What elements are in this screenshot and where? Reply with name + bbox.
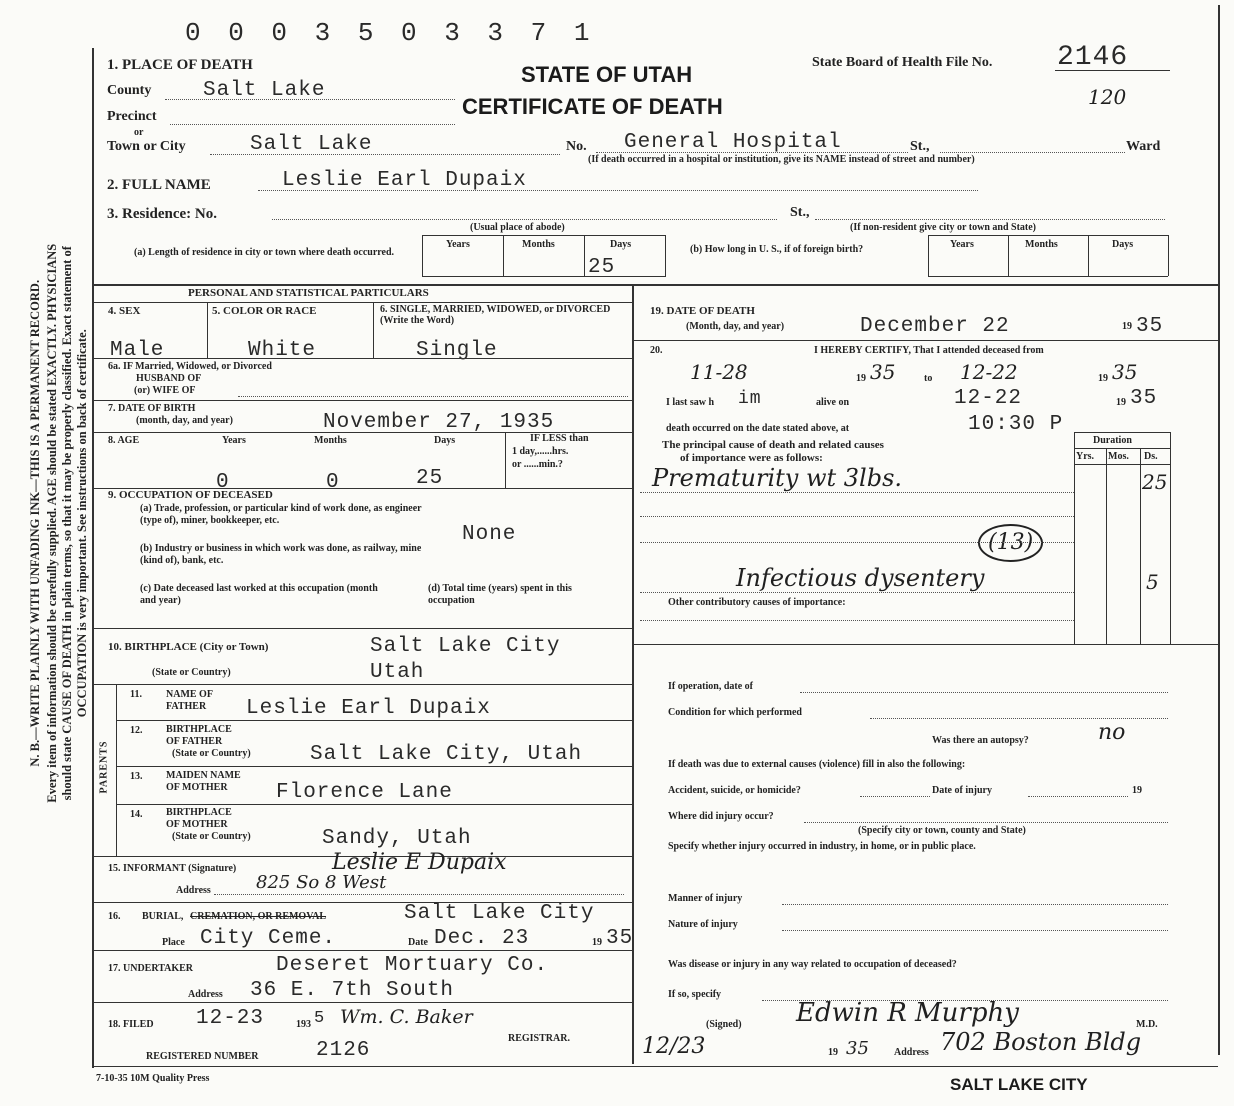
footer-print-code: 7-10-35 10M Quality Press [96, 1073, 210, 1084]
place-of-death-heading: 1. PLACE OF DEATH [107, 57, 253, 73]
primary-cause-value: Prematurity wt 3lbs. [652, 464, 903, 492]
sidebar-instruction-line-4: OCCUPATION is very important. See instructions on back of certificate. [74, 329, 89, 718]
less-than-day-line-3: or ......min.? [512, 459, 563, 470]
occupation-related-label: Was disease or injury in any way related to occupation of deceased? [668, 959, 957, 970]
date-of-birth-value: November 27, 1935 [323, 411, 555, 434]
precinct-or-text: or [134, 127, 144, 138]
registrar-signature: Wm. C. Baker [340, 1006, 473, 1028]
occupation-trade-label: (a) Trade, profession, or particular kind of work done, as engineer (type of), miner, bookkeeper, etc. [140, 503, 422, 526]
father-number: 11. [130, 689, 142, 700]
county-label: County [107, 83, 152, 98]
occupation-total-time-label: (d) Total time (years) spent in this occupation [428, 583, 572, 606]
cause-intro-line-1: The principal cause of death and related causes [662, 439, 884, 451]
autopsy-value: no [1098, 720, 1126, 745]
father-birthplace-label-2: OF FATHER [166, 736, 223, 747]
secondary-cause-duration-days: 5 [1146, 570, 1159, 594]
date-of-death-label: 19. DATE OF DEATH [650, 305, 755, 317]
father-birthplace-label-3: (State or Country) [172, 748, 251, 759]
occupation-industry-label: (b) Industry or business in which work was done, as railway, mine (kind of), bank, etc. [140, 543, 422, 566]
signed-date-value: 12/23 [642, 1034, 706, 1059]
cremation-removal-label: CREMATION, OR REMOVAL [190, 911, 327, 922]
mother-birthplace-label-2: OF MOTHER [166, 819, 228, 830]
hospital-note: (If death occurred in a hospital or institution, give its NAME instead of street and number) [588, 154, 975, 165]
state-heading: STATE OF UTAH [521, 62, 693, 87]
file-number-label: State Board of Health File No. [812, 55, 993, 70]
signed-label: (Signed) [706, 1019, 742, 1030]
nature-of-injury-label: Nature of injury [668, 919, 738, 930]
burial-city-value: Salt Lake City [404, 902, 595, 925]
birthplace-label: 10. BIRTHPLACE (City or Town) [108, 641, 269, 653]
sidebar-instruction-line-3: should state CAUSE OF DEATH in plain terms, so that it may be properly classified. Exact statement of [59, 246, 74, 801]
physician-signature: Edwin R Murphy [796, 998, 1019, 1028]
burial-place-label: Place [162, 937, 185, 948]
md-label: M.D. [1136, 1019, 1158, 1030]
certificate-title: CERTIFICATE OF DEATH [462, 94, 723, 119]
occupation-label: 9. OCCUPATION OF DECEASED [108, 489, 273, 501]
injury-location-note: (Specify city or town, county and State) [858, 825, 1026, 836]
nonresident-note: (If non-resident give city or town and State) [850, 222, 1037, 233]
undertaker-address-value: 36 E. 7th South [250, 979, 455, 1002]
signed-year-value: 35 [846, 1038, 869, 1059]
street-no-label: No. [566, 139, 587, 154]
autopsy-label: Was there an autopsy? [932, 735, 1029, 746]
cause-intro-line-2: of importance were as follows: [680, 452, 823, 464]
burial-label: BURIAL, [142, 911, 184, 922]
external-causes-label: If death was due to external causes (violence) fill in also the following: [668, 759, 966, 770]
residence-label: 3. Residence: No. [107, 206, 217, 222]
date-of-birth-label: 7. DATE OF BIRTH [108, 403, 196, 414]
attended-from-date: 11-28 [690, 360, 748, 384]
death-occurred-label: death occurred on the date stated above, at [666, 423, 850, 434]
circled-code: (13) [978, 524, 1043, 562]
mother-birthplace-label-1: BIRTHPLACE [166, 807, 232, 818]
if-so-specify-label: If so, specify [668, 989, 722, 1000]
secondary-cause-value: Infectious dysentery [736, 564, 985, 592]
mother-label-line-1: MAIDEN NAME [166, 770, 241, 781]
us-months-header: Months [1025, 239, 1058, 250]
age-days-value: 25 [416, 467, 444, 490]
town-value: Salt Lake [250, 133, 373, 156]
mother-name-value: Florence Lane [276, 781, 453, 804]
certify-text: I HEREBY CERTIFY, That I attended deceased from [814, 345, 1044, 356]
us-years-header: Years [950, 239, 974, 250]
residence-street-label: St., [790, 205, 810, 220]
hospital-value: General Hospital [624, 131, 842, 154]
birthplace-state-label: (State or Country) [152, 667, 231, 678]
age-years-header: Years [222, 435, 246, 446]
sex-label: 4. SEX [108, 305, 141, 317]
filed-year-prefix: 193 [296, 1019, 311, 1030]
date-of-birth-sublabel: (month, day, and year) [136, 415, 233, 426]
accident-label: Accident, suicide, or homicide? [668, 785, 801, 796]
birthplace-city-value: Salt Lake City [370, 635, 561, 658]
manner-of-injury-label: Manner of injury [668, 893, 743, 904]
attended-to-date: 12-22 [960, 360, 1018, 384]
sex-value: Male [110, 339, 165, 362]
mother-birthplace-label-3: (State or Country) [172, 831, 251, 842]
mother-birthplace-value: Sandy, Utah [322, 827, 472, 850]
file-number-value: 2146 [1057, 42, 1129, 73]
residence-months-header: Months [522, 239, 555, 250]
marital-status-label: 6. SINGLE, MARRIED, WIDOWED, or DIVORCED (Write the Word) [380, 304, 611, 326]
length-of-residence-label: (a) Length of residence in city or town where death occurred. [134, 247, 395, 258]
father-label-line-1: NAME OF [166, 689, 213, 700]
residence-days-value: 25 [588, 256, 616, 279]
injury-date-label: Date of injury [932, 785, 992, 796]
color-race-label: 5. COLOR OR RACE [212, 305, 317, 317]
filed-date-value: 12-23 [196, 1007, 265, 1030]
certificate-serial-number: 0 0 0 3 5 0 3 3 7 1 [185, 18, 596, 48]
street-label: St., [910, 139, 930, 154]
filed-label: 18. FILED [108, 1019, 154, 1030]
attended-from-year-prefix: 19 [856, 373, 866, 384]
precinct-label: Precinct [107, 109, 157, 124]
spouse-label-line-3: (or) WIFE OF [134, 385, 196, 396]
mother-birthplace-number: 14. [130, 809, 143, 820]
injury-setting-label: Specify whether injury occurred in industry, in home, or in public place. [668, 841, 976, 852]
personal-particulars-heading: PERSONAL AND STATISTICAL PARTICULARS [188, 287, 429, 299]
age-years-value: 0 [216, 471, 230, 494]
burial-year-prefix: 19 [592, 937, 602, 948]
last-saw-label: I last saw h [666, 397, 715, 408]
us-days-header: Days [1112, 239, 1134, 250]
operation-date-label: If operation, date of [668, 681, 753, 692]
mother-number: 13. [130, 771, 143, 782]
less-than-day-line-2: 1 day,......hrs. [512, 446, 569, 457]
burial-year-value: 35 [606, 927, 634, 950]
alive-on-year-prefix: 19 [1116, 397, 1126, 408]
informant-label: 15. INFORMANT (Signature) [108, 863, 237, 874]
spouse-label-line-1: 6a. IF Married, Widowed, or Divorced [108, 361, 272, 372]
footer-city-stamp: SALT LAKE CITY [950, 1075, 1088, 1094]
physician-address-value: 702 Boston Bldg [940, 1028, 1142, 1056]
filed-year-value: 5 [314, 1009, 326, 1028]
burial-date-label: Date [408, 937, 428, 948]
full-name-value: Leslie Earl Dupaix [282, 169, 527, 192]
undertaker-name-value: Deseret Mortuary Co. [276, 954, 549, 977]
informant-address-value: 825 So 8 West [256, 872, 387, 893]
us-residence-label: (b) How long in U. S., if of foreign birth? [690, 244, 864, 255]
town-label: Town or City [107, 139, 186, 154]
father-birthplace-label-1: BIRTHPLACE [166, 724, 232, 735]
physician-address-label: Address [894, 1047, 929, 1058]
mother-label-line-2: OF MOTHER [166, 782, 228, 793]
marital-status-value: Single [416, 339, 498, 362]
file-number-subcode: 120 [1088, 85, 1127, 109]
alive-on-label: alive on [816, 397, 850, 408]
usual-abode-note: (Usual place of abode) [470, 222, 565, 233]
duration-months-header: Mos. [1108, 451, 1129, 462]
county-value: Salt Lake [203, 79, 326, 102]
duration-days-header: Ds. [1144, 451, 1158, 462]
informant-signature: Leslie E Dupaix [332, 850, 507, 875]
attended-to-year-prefix: 19 [1098, 373, 1108, 384]
burial-number: 16. [108, 911, 121, 922]
duration-years-header: Yrs. [1076, 451, 1095, 462]
death-time-value: 10:30 P [968, 413, 1064, 436]
form-right-border [1218, 5, 1220, 1055]
registered-number-label: REGISTERED NUMBER [146, 1051, 259, 1062]
residence-years-header: Years [446, 239, 470, 250]
alive-on-year: 35 [1130, 387, 1158, 410]
occupation-date-label: (c) Date deceased last worked at this occupation (month and year) [140, 583, 378, 606]
attended-from-year: 35 [870, 360, 896, 384]
sidebar-instruction-line-2: Every item of information should be carefully supplied. AGE should be stated EXACTLY. PHYSICIANS [44, 243, 59, 803]
less-than-day-line-1: IF LESS than [530, 433, 589, 444]
alive-on-date: 12-22 [954, 387, 1023, 410]
certify-number: 20. [650, 345, 663, 356]
color-race-value: White [248, 339, 317, 362]
occupation-value: None [462, 523, 517, 546]
age-months-value: 0 [326, 471, 340, 494]
burial-date-value: Dec. 23 [434, 927, 530, 950]
ward-label: Ward [1126, 139, 1161, 154]
father-birthplace-value: Salt Lake City, Utah [310, 743, 583, 766]
attended-to-label: to [924, 373, 933, 384]
sidebar-instruction-line-1: N. B.—WRITE PLAINLY WITH UNFADING INK—THIS IS A PERMANENT RECORD. [27, 279, 42, 767]
date-of-death-year-prefix: 19 [1122, 321, 1132, 332]
residence-days-header: Days [610, 239, 632, 250]
informant-address-label: Address [176, 885, 211, 896]
spouse-label-line-2: HUSBAND OF [136, 373, 202, 384]
age-months-header: Months [314, 435, 347, 446]
father-name-value: Leslie Earl Dupaix [246, 697, 491, 720]
date-of-death-value: December 22 [860, 315, 1010, 338]
undertaker-address-label: Address [188, 989, 223, 1000]
date-of-death-year: 35 [1136, 315, 1164, 338]
operation-condition-label: Condition for which performed [668, 707, 802, 718]
registered-number-value: 2126 [316, 1039, 371, 1062]
injury-location-label: Where did injury occur? [668, 811, 774, 822]
registrar-label: REGISTRAR. [508, 1033, 570, 1044]
last-saw-him: im [738, 389, 762, 409]
signed-year-prefix: 19 [828, 1047, 838, 1058]
father-birthplace-number: 12. [130, 725, 143, 736]
primary-cause-duration-days: 25 [1142, 470, 1168, 494]
injury-year-prefix: 19 [1132, 785, 1142, 796]
age-days-header: Days [434, 435, 456, 446]
duration-header: Duration [1093, 435, 1132, 446]
date-of-death-sublabel: (Month, day, and year) [686, 321, 785, 332]
full-name-label: 2. FULL NAME [107, 177, 211, 193]
attended-to-year: 35 [1112, 360, 1138, 384]
contributory-causes-label: Other contributory causes of importance: [668, 597, 846, 608]
father-label-line-2: FATHER [166, 701, 207, 712]
burial-place-value: City Ceme. [200, 927, 337, 950]
birthplace-state-value: Utah [370, 661, 425, 684]
parents-side-label: PARENTS [98, 740, 110, 794]
age-label: 8. AGE [108, 435, 140, 446]
undertaker-label: 17. UNDERTAKER [108, 963, 194, 974]
form-left-border [92, 48, 94, 1068]
